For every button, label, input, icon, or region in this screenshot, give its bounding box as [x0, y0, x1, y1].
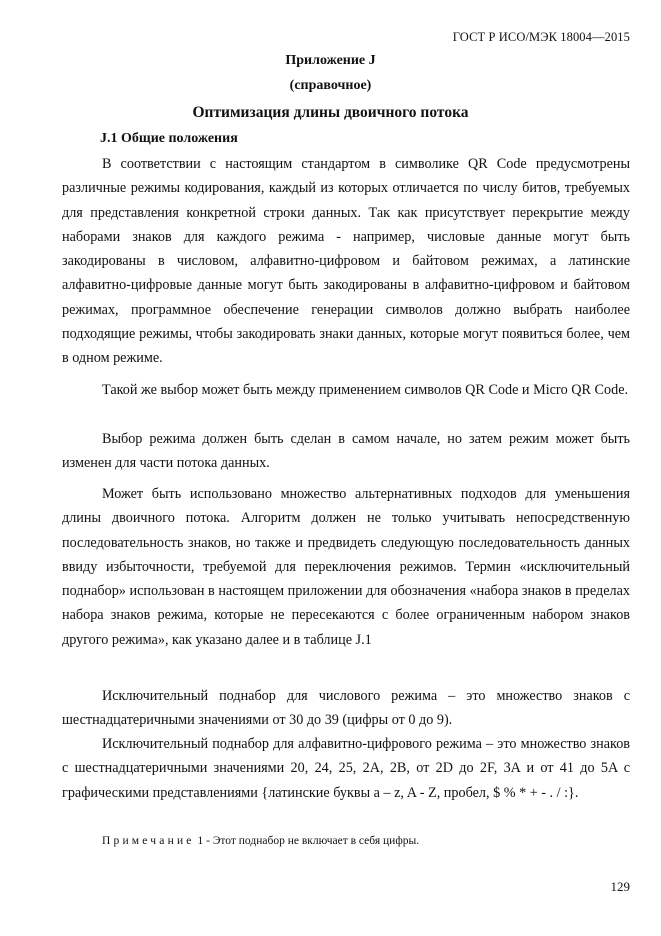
note-label: Примечание: [102, 835, 195, 847]
section-title: J.1 Общие положения: [100, 131, 238, 146]
page-number: 129: [610, 879, 630, 894]
annex-title: Приложение J: [285, 53, 376, 68]
paragraph-1: В соответствии с настоящим стандартом в символике QR Code предусмотрены различные режимы кодирования, каждый из которых отличается по числу битов, требуемых для представления конкретной строки данных. Так как присутствует перекрытие между наборами знаков для каждого режима - например, числовые данные могут быть закодированы в числовом, алфавитно-цифровом и байтовом режимах, а латинские алфавитно-цифровые данные могут быть закодированы в алфавитно-цифровом и байтовом режимах, программное обеспечение генерации символов должно выбрать наиболее подходящие режимы, чтобы закодировать знаки данных, которые могут появиться более, чем в одном режиме.: [62, 156, 630, 367]
annex-heading: Оптимизация длины двоичного потока: [192, 104, 469, 121]
note-text: 1 - Этот поднабор не включает в себя цифры.: [194, 835, 420, 847]
annex-status: (справочное): [289, 78, 372, 93]
standard-header: ГОСТ Р ИСО/МЭК 18004—2015: [452, 30, 630, 44]
paragraph-2: Такой же выбор может быть между применением символов QR Code и Micro QR Code.: [102, 382, 629, 398]
paragraph-5: Исключительный поднабор для числового режима – это множество знаков с шестнадцатеричными значениями от 30 до 39 (цифры от 0 до 9).: [62, 688, 630, 729]
paragraph-4: Может быть использовано множество альтернативных подходов для уменьшения длины двоичного потока. Алгоритм должен не только учитывать непосредственную последовательность знаков, но также и предвидеть следующую последовательность данных ввиду избыточности, требуемой для переключения режимов. Термин «исключительный поднабор» использован в настоящем приложении для обозначения «набора знаков в пределах набора знаков режима, которые не пересекаются с более ограниченным набором знаков другого режима», как указано далее и в таблице J.1: [62, 486, 630, 648]
note: [102, 835, 419, 847]
paragraph-3: Выбор режима должен быть сделан в самом начале, но затем режим может быть изменен для части потока данных.: [62, 431, 630, 472]
paragraph-6: Исключительный поднабор для алфавитно-цифрового режима – это множество знаков с шестнадцатеричными значениями 20, 24, 25, 2A, 2B, от 2D до 2F, 3A и от 41 до 5A с графическими представлениями {латинские буквы a – z, A - Z, пробел, $ % * + - . / :}.: [62, 736, 630, 801]
